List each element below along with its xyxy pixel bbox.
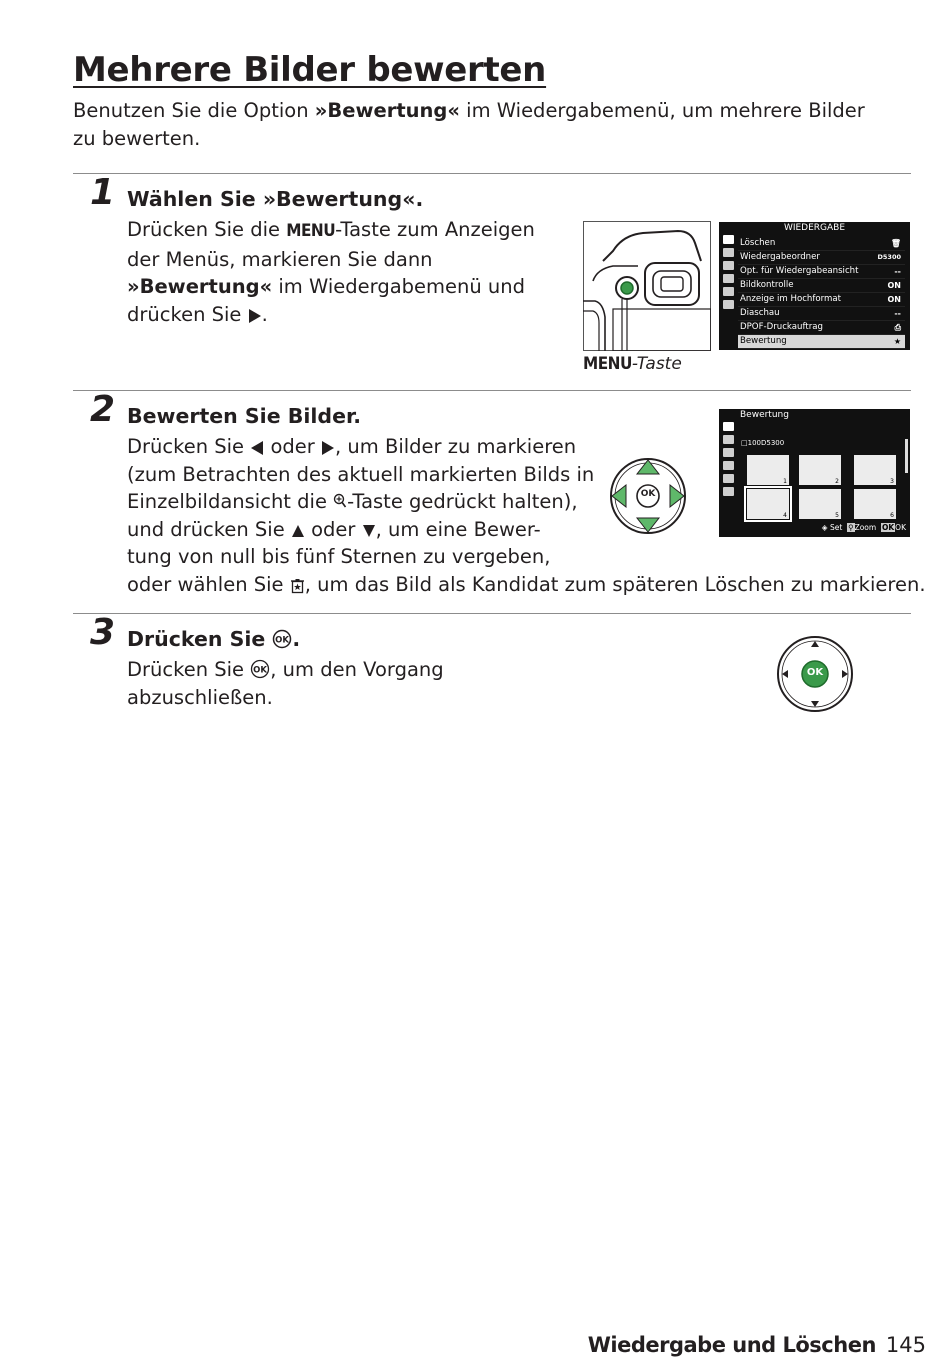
- menu-item-bildkontrolle[interactable]: [738, 279, 905, 293]
- step-body-part: , um das Bild als Kandidat zum späteren Löschen zu markieren.: [304, 572, 926, 596]
- thumbnail[interactable]: [799, 455, 841, 485]
- page-footer: [588, 1333, 926, 1357]
- menu-item-wiedergabeordner[interactable]: [738, 251, 905, 265]
- step-heading: [127, 187, 423, 211]
- menu-item-diaschau[interactable]: [738, 307, 905, 321]
- menu-item-value: --: [894, 309, 901, 318]
- step-body-part: .: [261, 302, 268, 326]
- caption-suffix: -Taste: [631, 354, 682, 374]
- thumbnail-number: 5: [835, 512, 839, 519]
- menu-item-loeschen[interactable]: [738, 237, 905, 251]
- screen-title: WIEDERGABE: [783, 223, 846, 233]
- scrollbar[interactable]: [905, 439, 908, 473]
- shooting-tab-icon: [723, 248, 734, 257]
- zoom-icon: ⚲: [848, 523, 854, 532]
- step-body-part: -Taste gedrückt halten),: [347, 490, 578, 514]
- screen-title: Bewertung: [740, 410, 789, 420]
- folder-label: □100D5300: [741, 439, 785, 447]
- step-body-part: -Taste zum Anzeigen der Menüs, markieren Sie dann: [127, 218, 535, 271]
- page-title: Mehrere Bilder bewerten: [73, 50, 547, 90]
- figure-caption: [583, 354, 682, 374]
- menu-item-label: Löschen: [740, 238, 776, 248]
- ok-button-label: OK: [640, 489, 656, 499]
- step-body: [127, 656, 527, 711]
- footer-section-title: Wiedergabe und Löschen: [587, 1333, 876, 1357]
- menu-item-label: Bewertung: [740, 336, 787, 346]
- menu-sidebar: [722, 235, 736, 347]
- menu-item-label: DPOF-Druckauftrag: [740, 322, 823, 332]
- menu-item-hochformat[interactable]: [738, 293, 905, 307]
- page-number: 145: [885, 1333, 926, 1357]
- arrow-right-icon: [248, 308, 262, 324]
- intro-bold: »Bewertung«: [314, 99, 460, 122]
- playback-tab-icon: [723, 422, 734, 431]
- step-heading: Drücken Sie OK .: [127, 627, 301, 651]
- step-body-part: oder: [304, 517, 362, 541]
- recent-tab-icon: [723, 300, 734, 309]
- step-body-part: Drücken Sie: [127, 658, 251, 681]
- menu-item-value: ★: [893, 337, 901, 346]
- arrow-up-icon: [291, 523, 305, 539]
- arrow-left-icon: [250, 440, 264, 456]
- delete-candidate-icon: [290, 578, 305, 594]
- caption-menu-label: MENU: [583, 354, 632, 374]
- menu-sidebar: [722, 422, 736, 534]
- step-body-part: Drücken Sie: [127, 435, 251, 458]
- menu-item-value: D5300: [877, 253, 901, 261]
- step-line: [127, 571, 927, 599]
- menu-item-label: Bildkontrolle: [740, 280, 794, 290]
- step-line: (zum Betrachten des aktuell markierten Bilds in: [127, 462, 595, 486]
- thumbnail-number: 2: [835, 478, 839, 485]
- svg-text:OK: OK: [253, 665, 268, 676]
- step-heading-text: Drücken Sie: [127, 627, 273, 651]
- step-body-part: oder wählen Sie: [127, 572, 290, 596]
- step-line: tung von null bis fünf Sternen zu vergeben,: [127, 545, 551, 569]
- step-heading-bold: »Bewertung«.: [262, 187, 424, 211]
- menu-button-label: MENU: [286, 221, 336, 241]
- retouch-tab-icon: [723, 287, 734, 296]
- step-body: [127, 216, 567, 328]
- step-heading: Bewerten Sie Bilder.: [127, 404, 361, 428]
- menu-item-label: Anzeige im Hochformat: [740, 294, 842, 304]
- arrow-right-icon: [321, 440, 335, 456]
- menu-item-bewertung[interactable]: [738, 335, 905, 349]
- thumbnail[interactable]: [854, 455, 896, 485]
- intro-pre: Benutzen Sie die Option: [73, 99, 315, 122]
- ok-icon: OK: [881, 523, 895, 532]
- multi-selector-icon: ◈: [821, 523, 828, 532]
- divider: [73, 173, 911, 174]
- step-body-part: oder: [264, 435, 321, 458]
- ok-button-label: OK: [806, 667, 824, 678]
- thumbnail-number: 6: [890, 512, 894, 519]
- step-body-part: , um Bilder zu markieren: [335, 435, 577, 458]
- step-body-part: und drücken Sie: [127, 517, 291, 541]
- divider: [73, 390, 911, 391]
- rating-screen: [719, 409, 910, 537]
- step-body-part: im Wiedergabemenü und drücken Sie: [127, 275, 526, 326]
- menu-item-opt-wiedergabeansicht[interactable]: [738, 265, 905, 279]
- wrench-tab-icon: [723, 461, 734, 470]
- intro-post: im Wiedergabemenü, um mehrere Bilder zu bewerten.: [73, 99, 865, 150]
- step-line: [127, 656, 527, 684]
- step-body-bold: »Bewertung«: [127, 275, 273, 299]
- step-number: 3: [90, 612, 115, 653]
- pencil-tab-icon: [723, 261, 734, 270]
- shooting-tab-icon: [723, 435, 734, 444]
- step-body-part: Einzelbildansicht die: [127, 490, 334, 514]
- wrench-tab-icon: [723, 274, 734, 283]
- menu-item-label: Diaschau: [740, 308, 780, 318]
- svg-text:OK: OK: [275, 635, 290, 646]
- menu-item-value: ON: [887, 281, 901, 290]
- retouch-tab-icon: [723, 474, 734, 483]
- divider: [73, 613, 911, 614]
- thumbnail-selected[interactable]: [747, 489, 789, 519]
- menu-item-value: --: [894, 267, 901, 276]
- ok-button-icon: [250, 659, 270, 679]
- camera-back-illustration: [583, 221, 711, 351]
- step-body-part: , um den Vorgang: [270, 658, 444, 681]
- playback-tab-icon: [723, 235, 734, 244]
- thumbnail[interactable]: [799, 489, 841, 519]
- step-body-part: , um eine Bewer-: [375, 517, 541, 541]
- arrow-down-icon: [362, 523, 376, 539]
- menu-item-value: ON: [887, 295, 901, 304]
- footer-ok-label: OK: [895, 523, 906, 532]
- footer-set-label: Set: [829, 523, 843, 532]
- folder-name: 100D5300: [747, 439, 785, 447]
- pencil-tab-icon: [723, 448, 734, 457]
- step-heading-pre: Wählen Sie: [127, 187, 263, 211]
- menu-item-value: ⎙: [894, 323, 901, 332]
- menu-item-label: Opt. für Wiedergabeansicht: [740, 266, 859, 276]
- step-number: 1: [90, 172, 115, 213]
- thumbnail-number: 3: [890, 478, 894, 485]
- menu-item-label: Wiedergabeordner: [740, 252, 820, 262]
- step-number: 2: [90, 389, 115, 430]
- playback-menu-screen: [719, 222, 910, 350]
- zoom-in-icon: [333, 493, 347, 511]
- step-body-part: Drücken Sie die: [127, 218, 287, 241]
- thumbnail[interactable]: [854, 489, 896, 519]
- intro-text: [73, 97, 883, 153]
- menu-item-dpof[interactable]: [738, 321, 905, 335]
- footer-zoom-label: Zoom: [854, 523, 877, 532]
- thumbnail-number: 4: [783, 512, 787, 519]
- screen-footer: [822, 523, 906, 532]
- menu-item-value: 🗑: [890, 239, 901, 248]
- recent-tab-icon: [723, 487, 734, 496]
- ok-button-icon: [272, 629, 292, 649]
- step-line: abzuschließen.: [127, 685, 273, 709]
- thumbnail[interactable]: [747, 455, 789, 485]
- thumbnail-number: 1: [783, 478, 787, 485]
